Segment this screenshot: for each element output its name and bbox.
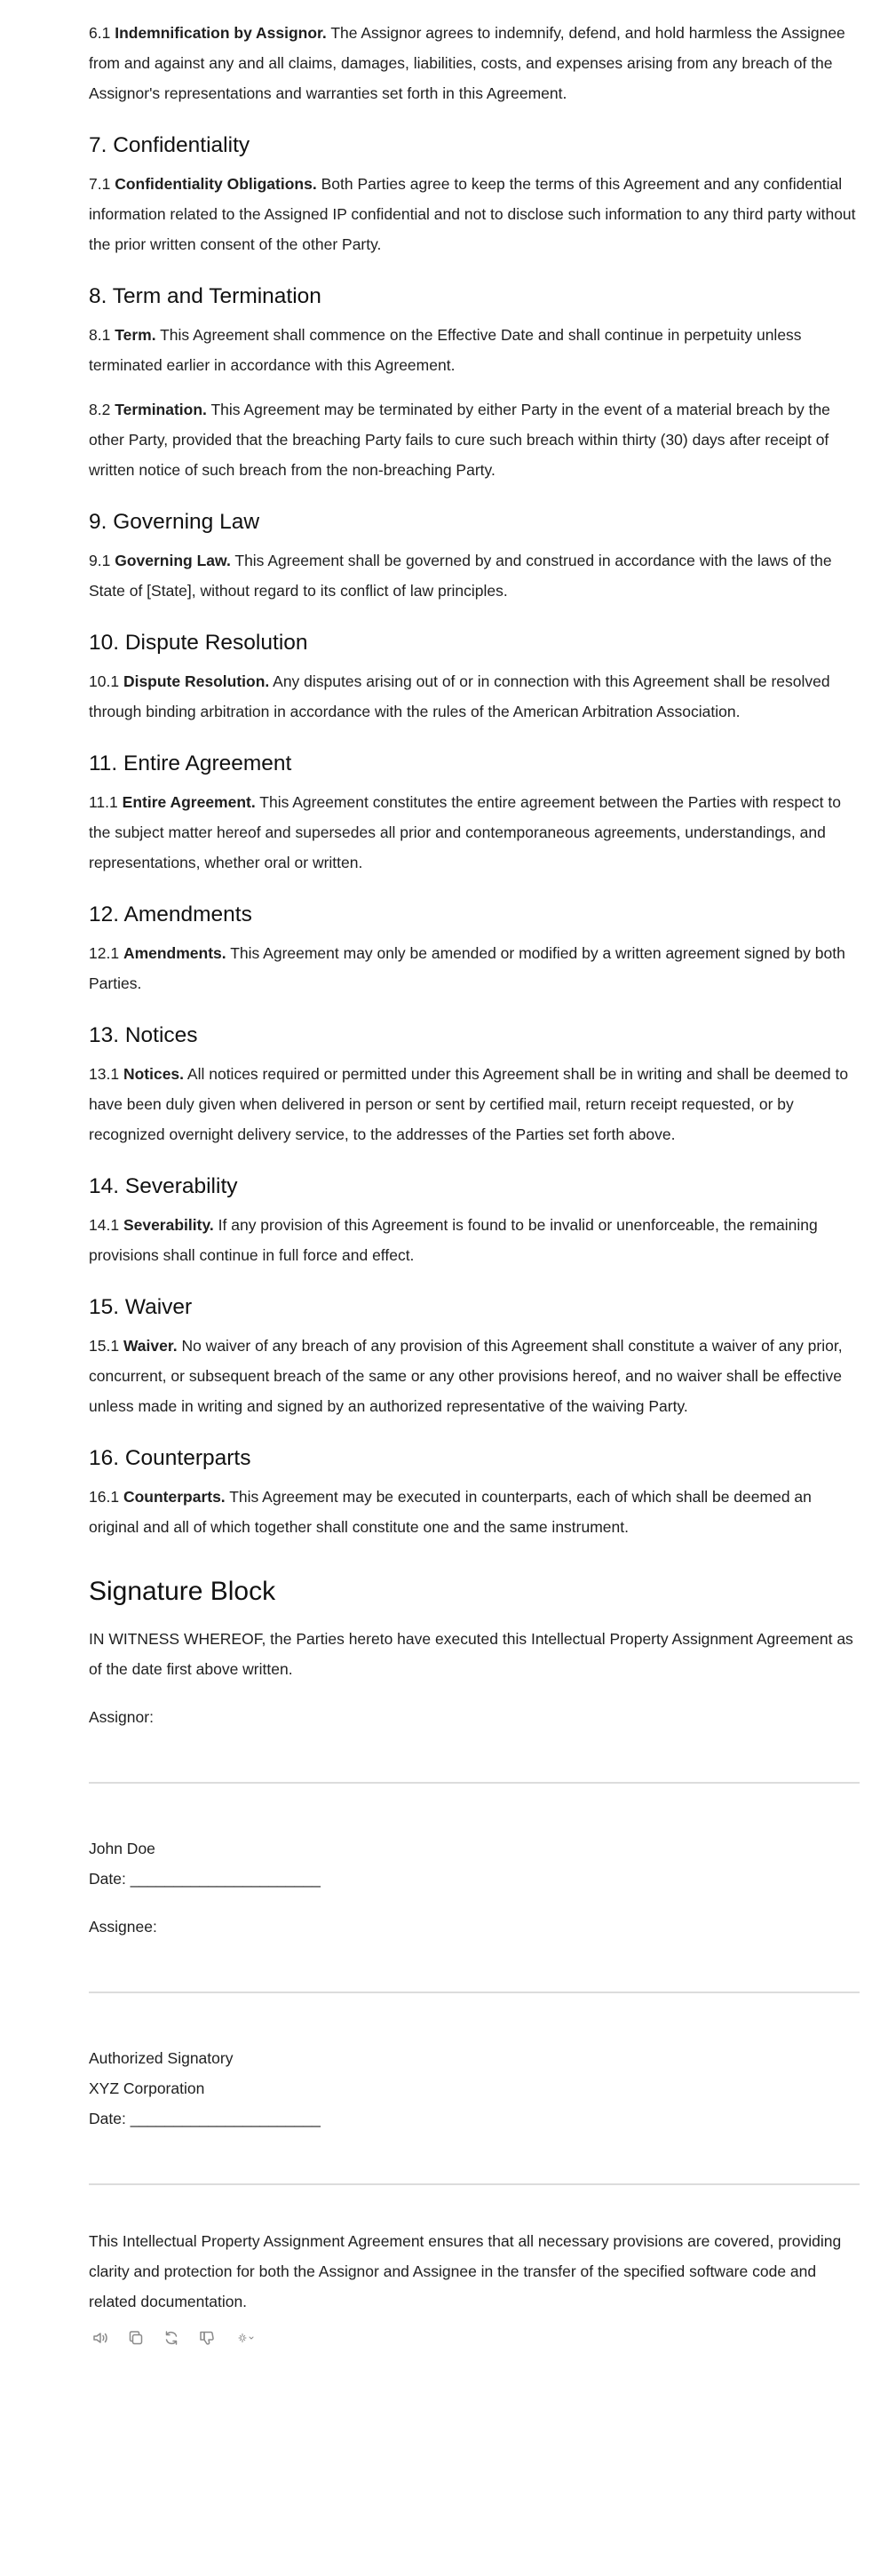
- read-aloud-button[interactable]: [89, 2326, 112, 2349]
- section-confidentiality: [89, 131, 860, 259]
- section-heading: 12. Amendments: [89, 902, 252, 926]
- section-counterparts: [89, 1444, 860, 1542]
- clause-16-1: [89, 1482, 860, 1542]
- clause-15-1: [89, 1331, 860, 1421]
- thumbs-down-icon: [198, 2329, 216, 2347]
- section-heading: 15. Waiver: [89, 1295, 193, 1319]
- section-heading: 8. Term and Termination: [89, 284, 321, 308]
- assignee-title: Authorized Signatory: [89, 2049, 234, 2067]
- clause-title: Entire Agreement.: [122, 793, 256, 811]
- section-notices: [89, 1022, 860, 1149]
- assignor-label: Assignor:: [89, 1708, 154, 1726]
- clause-text: This Agreement may be executed in counterparts, each of which shall be deemed an original and all of which together shall constitute one and the same instrument.: [89, 1488, 812, 1536]
- clause-title: Amendments.: [123, 944, 226, 962]
- assignor-date: Date: ______________________: [89, 1870, 321, 1888]
- section-heading: 13. Notices: [89, 1023, 198, 1047]
- clause-number: 8.1: [89, 326, 111, 344]
- section-entire-agreement: [89, 750, 860, 878]
- clause-11-1: [89, 787, 860, 878]
- section-heading: 9. Governing Law: [89, 510, 260, 534]
- section-heading: 16. Counterparts: [89, 1446, 251, 1470]
- clause-6-1: [89, 18, 860, 108]
- clause-number: 8.2: [89, 401, 111, 418]
- section-dispute-resolution: [89, 629, 860, 727]
- clause-number: 12.1: [89, 944, 120, 962]
- dislike-button[interactable]: [195, 2326, 218, 2349]
- clause-title: Governing Law.: [115, 552, 231, 569]
- clause-title: Dispute Resolution.: [123, 672, 270, 690]
- assignor-signature-line: [89, 1782, 860, 1784]
- signature-heading: Signature Block: [89, 1577, 276, 1606]
- signature-intro: IN WITNESS WHEREOF, the Parties hereto have executed this Intellectual Property Assignment Agreement as of the date first above written.: [89, 1630, 853, 1678]
- section-waiver: [89, 1293, 860, 1421]
- clause-12-1: [89, 938, 860, 998]
- assignee-label: Assignee:: [89, 1918, 157, 1936]
- clause-8-2: [89, 394, 860, 485]
- clause-text: Any disputes arising out of or in connection with this Agreement shall be resolved through binding arbitration in accordance with the rules of the American Arbitration Association.: [89, 672, 830, 720]
- divider: [89, 2183, 860, 2185]
- clause-text: This Agreement shall commence on the Effective Date and shall continue in perpetuity unless terminated earlier in accordance with this Agreement.: [89, 326, 802, 374]
- clause-10-1: [89, 666, 860, 727]
- clause-text: This Agreement shall be governed by and construed in accordance with the laws of the State of [State], without regard to its conflict of law principles.: [89, 552, 832, 600]
- clause-number: 10.1: [89, 672, 120, 690]
- clause-text: This Agreement may be terminated by either Party in the event of a material breach by the other Party, provided that the breaching Party fails to cure such breach within thirty (30) days after receipt of written notice of such breach from the non-breaching Party.: [89, 401, 830, 479]
- clause-number: 16.1: [89, 1488, 120, 1506]
- clause-14-1: [89, 1210, 860, 1270]
- clause-text: If any provision of this Agreement is found to be invalid or unenforceable, the remaining provisions shall continue in full force and effect.: [89, 1216, 818, 1264]
- section-heading: 11. Entire Agreement: [89, 751, 292, 775]
- clause-title: Indemnification by Assignor.: [115, 24, 327, 42]
- message-actions: [89, 2326, 860, 2350]
- section-term-termination: [89, 282, 860, 485]
- assignee-company: XYZ Corporation: [89, 2079, 205, 2097]
- section-severability: [89, 1173, 860, 1270]
- clause-title: Notices.: [123, 1065, 185, 1083]
- clause-title: Counterparts.: [123, 1488, 226, 1506]
- sparkle-icon: [237, 2329, 255, 2347]
- section-heading: 10. Dispute Resolution: [89, 631, 308, 655]
- section-amendments: [89, 901, 860, 998]
- signature-block: [89, 1574, 860, 2134]
- clause-text: Both Parties agree to keep the terms of this Agreement and any confidential information related to the Assigned IP confidential and not to disclose such information to any third party without the prior written consent of the other Party.: [89, 175, 856, 253]
- clause-number: 6.1: [89, 24, 111, 42]
- clause-number: 9.1: [89, 552, 111, 569]
- copy-button[interactable]: [124, 2326, 147, 2349]
- clause-text: The Assignor agrees to indemnify, defend, and hold harmless the Assignee from and against any and all claims, damages, liabilities, costs, and expenses arising from any breach of the Assignor's representations and warranties set forth in this Agreement.: [89, 24, 845, 102]
- section-heading: 14. Severability: [89, 1174, 238, 1198]
- document-content: [89, 18, 860, 2350]
- regenerate-button[interactable]: [160, 2326, 183, 2349]
- clause-7-1: [89, 169, 860, 259]
- closing-summary: This Intellectual Property Assignment Agreement ensures that all necessary provisions are covered, providing clarity and protection for both the Assignor and Assignee in the transfer of the specified software code and related documentation.: [89, 2232, 842, 2310]
- assignor-details: [89, 1833, 860, 1894]
- clause-title: Confidentiality Obligations.: [115, 175, 317, 193]
- section-governing-law: [89, 508, 860, 606]
- clause-9-1: [89, 545, 860, 606]
- assignor-name: John Doe: [89, 1840, 155, 1857]
- clause-number: 7.1: [89, 175, 111, 193]
- clause-title: Term.: [115, 326, 156, 344]
- clause-title: Termination.: [115, 401, 207, 418]
- clause-text: All notices required or permitted under this Agreement shall be in writing and shall be deemed to have been duly given when delivered in person or sent by certified mail, return receipt requested, or by recognized overnight delivery service, to the addresses of the Parties set forth above.: [89, 1065, 849, 1143]
- clause-13-1: [89, 1059, 860, 1149]
- clause-8-1: [89, 320, 860, 380]
- clause-text: No waiver of any breach of any provision of this Agreement shall constitute a waiver of any prior, concurrent, or subsequent breach of the same or any other provisions hereof, and no waiver shall be effective unless made in writing and signed by an authorized representative of the waiving Party.: [89, 1337, 843, 1415]
- assignee-details: [89, 2043, 860, 2134]
- clause-title: Waiver.: [123, 1337, 178, 1355]
- copy-icon: [127, 2329, 145, 2347]
- clause-number: 15.1: [89, 1337, 120, 1355]
- clause-number: 11.1: [89, 793, 118, 811]
- section-heading: 7. Confidentiality: [89, 133, 250, 157]
- assignee-signature-line: [89, 1992, 860, 1993]
- clause-text: This Agreement constitutes the entire agreement between the Parties with respect to the subject matter hereof and supersedes all prior and contemporaneous agreements, understandings, and representations, whether oral or written.: [89, 793, 841, 871]
- clause-text: This Agreement may only be amended or modified by a written agreement signed by both Parties.: [89, 944, 845, 992]
- regenerate-icon: [163, 2329, 180, 2347]
- assignee-date: Date: ______________________: [89, 2110, 321, 2127]
- clause-number: 14.1: [89, 1216, 120, 1234]
- clause-title: Severability.: [123, 1216, 214, 1234]
- clause-number: 13.1: [89, 1065, 120, 1083]
- speaker-icon: [91, 2329, 109, 2347]
- model-options-button[interactable]: [231, 2326, 261, 2349]
